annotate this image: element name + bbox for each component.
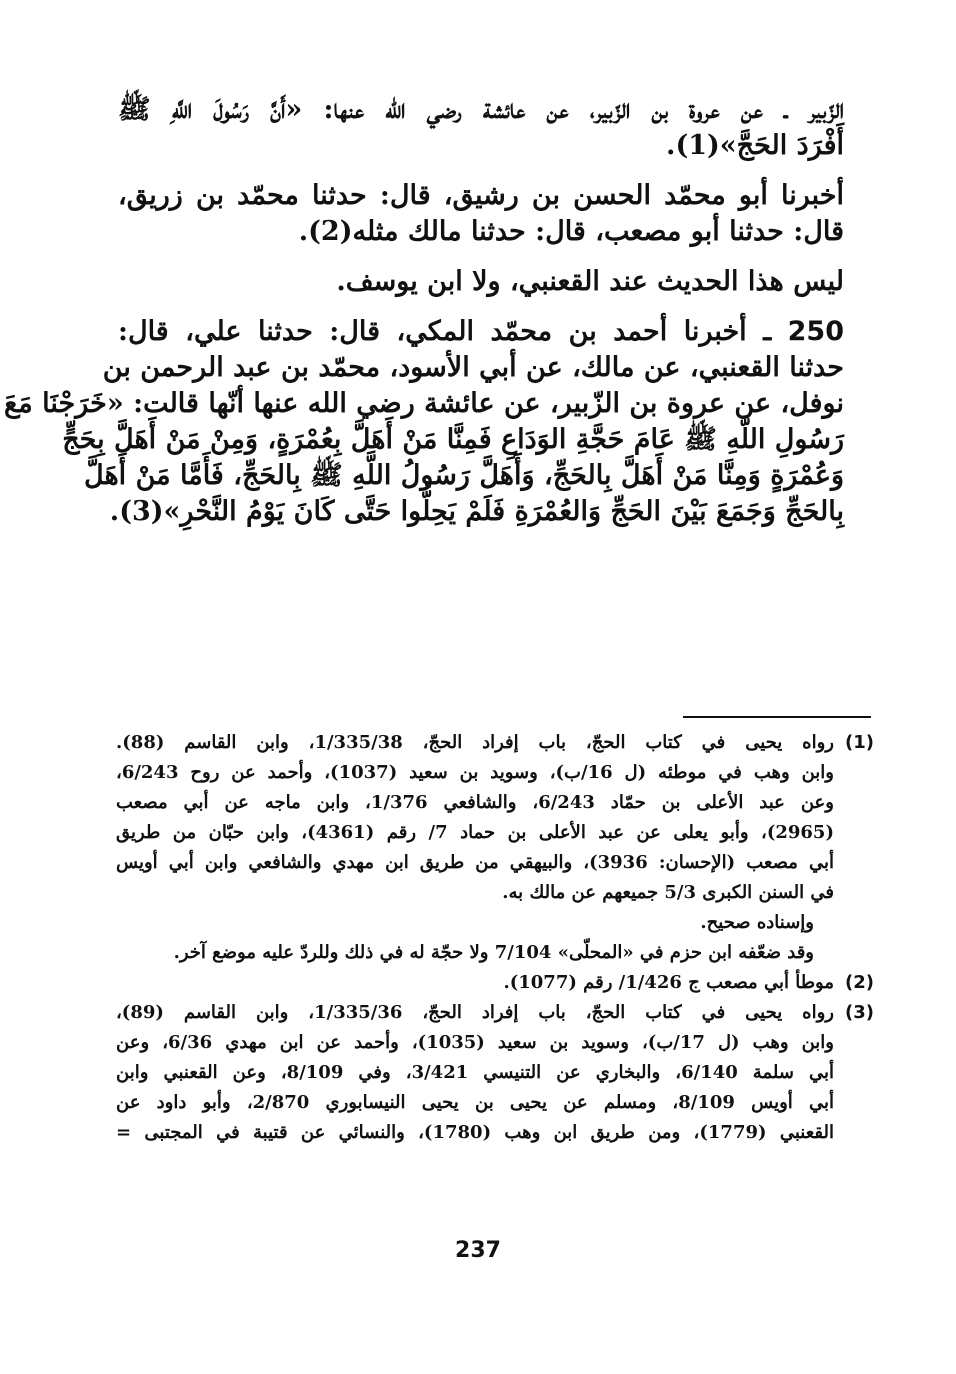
text-line bbox=[118, 314, 844, 350]
text-line: الزّبير ـ عن عروة بن الزّبير، عن عائشة رضي الله عنها: «أَنَّ رَسُولَ اللَّهِ ﷺ bbox=[118, 94, 844, 125]
paragraph-3 bbox=[118, 264, 844, 300]
footnote-line: وابن وهب (ل 17/ب)، وسويد بن سعيد (1035)، وأحمد عن ابن مهدي 6/36، وعن bbox=[116, 1032, 834, 1053]
hadith-250 bbox=[3, 314, 844, 530]
footnote-line: (2965)، وأبو يعلى عن عبد الأعلى بن حماد 7/ رقم (4361)، وابن حبّان من طريق bbox=[116, 822, 834, 843]
footnote-number: (1) bbox=[845, 732, 874, 753]
page-number: 237 bbox=[455, 1238, 501, 1263]
paragraph-2 bbox=[118, 178, 844, 250]
footnotes bbox=[116, 728, 874, 1148]
footnote-line: وابن وهب في موطئه (ل 16/ب)، وسويد بن سعيد (1037)، وأحمد عن روح 6/243، bbox=[116, 762, 834, 783]
footnote-3 bbox=[116, 998, 874, 1148]
footnote-line: أبي سلمة 6/140، والبخاري عن التنيسي 3/421، وفي 8/109، وعن القعنبي وابن bbox=[116, 1062, 834, 1083]
footnote-separator bbox=[683, 716, 871, 718]
footnote-line: رواه يحيى في كتاب الحجّ، باب إفراد الحجّ، 1/335/38، وابن القاسم (88). bbox=[116, 732, 834, 753]
footnote-2 bbox=[116, 968, 874, 998]
text-line: أخبرنا أبو محمّد الحسن بن رشيق، قال: حدثنا محمّد بن زريق، bbox=[118, 180, 844, 211]
text-line: وَعُمْرَةٍ وَمِنَّا مَنْ أَهَلَّ بِالحَجِّ، وَأَهَلَّ رَسُولُ اللَّهِ ﷺ بِالحَجِّ، فَأَمَّا مَنْ أَهَلَّ bbox=[84, 460, 844, 491]
text-line: نوفل، عن عروة بن الزّبير، عن عائشة رضي الله عنها أنّها قالت: «خَرَجْنَا مَعَ bbox=[3, 388, 844, 419]
hadith-number: 250 bbox=[787, 316, 844, 347]
footnote-line: في السنن الكبرى 5/3 جميعهم عن مالك به. bbox=[502, 882, 834, 903]
footnote-line: القعنبي (1779)، ومن طريق ابن وهب (1780)، والنسائي عن قتيبة في المجتبى = bbox=[116, 1122, 834, 1143]
text-line: رَسُولِ اللَّهِ ﷺ عَامَ حَجَّةِ الوَدَاعِ فَمِنَّا مَنْ أَهَلَّ بِعُمْرَةٍ، وَمِنْ مَنْ أَهَلَّ بِحَجٍّ bbox=[62, 424, 844, 455]
text-line: ليس هذا الحديث عند القعنبي، ولا ابن يوسف. bbox=[336, 266, 844, 297]
footnote-line: وعن عبد الأعلى بن حمّاد 6/243، والشافعي 1/376، وابن ماجه عن أبي مصعب bbox=[116, 792, 834, 813]
text-line: أَفْرَدَ الحَجَّ»(1). bbox=[666, 130, 844, 161]
footnote-line: موطأ أبي مصعب ج 1/426/ رقم (1077). bbox=[503, 972, 834, 993]
footnote-line: وإسناده صحيح. bbox=[700, 912, 814, 933]
footnote-number: (2) bbox=[845, 972, 874, 993]
main-text bbox=[3, 92, 844, 530]
footnote-line: أبي مصعب (الإحسان: 3936)، والبيهقي من طريق ابن مهدي والشافعي وابن أبي أويس bbox=[116, 852, 834, 873]
footnote-line: أبي أويس 8/109، ومسلم عن يحيى بن يحيى النيسابوري 2/870، وأبو داود عن bbox=[116, 1092, 835, 1113]
text-line: حدثنا القعنبي، عن مالك، عن أبي الأسود، محمّد بن عبد الرحمن بن bbox=[102, 352, 844, 383]
paragraph-1 bbox=[118, 92, 844, 164]
text-line: قال: حدثنا أبو مصعب، قال: حدثنا مالك مثله(2). bbox=[298, 216, 844, 247]
hadith-opening: ـ أخبرنا أحمد بن محمّد المكي، قال: حدثنا علي، قال: bbox=[118, 316, 772, 347]
footnote-1 bbox=[116, 728, 874, 968]
footnote-number: (3) bbox=[845, 1002, 874, 1023]
text-line: بِالحَجِّ وَجَمَعَ بَيْنَ الحَجِّ وَالعُمْرَةِ فَلَمْ يَحِلُّوا حَتَّى كَانَ يَوْمُ النَّحْرِ»(3). bbox=[109, 496, 844, 527]
footnote-line: رواه يحيى في كتاب الحجّ، باب إفراد الحجّ، 1/335/36، وابن القاسم (89)، bbox=[116, 1002, 834, 1023]
footnote-line: وقد ضعّفه ابن حزم في «المحلّى» 7/104 ولا حجّة له في ذلك وللردّ عليه موضع آخر. bbox=[173, 942, 814, 963]
